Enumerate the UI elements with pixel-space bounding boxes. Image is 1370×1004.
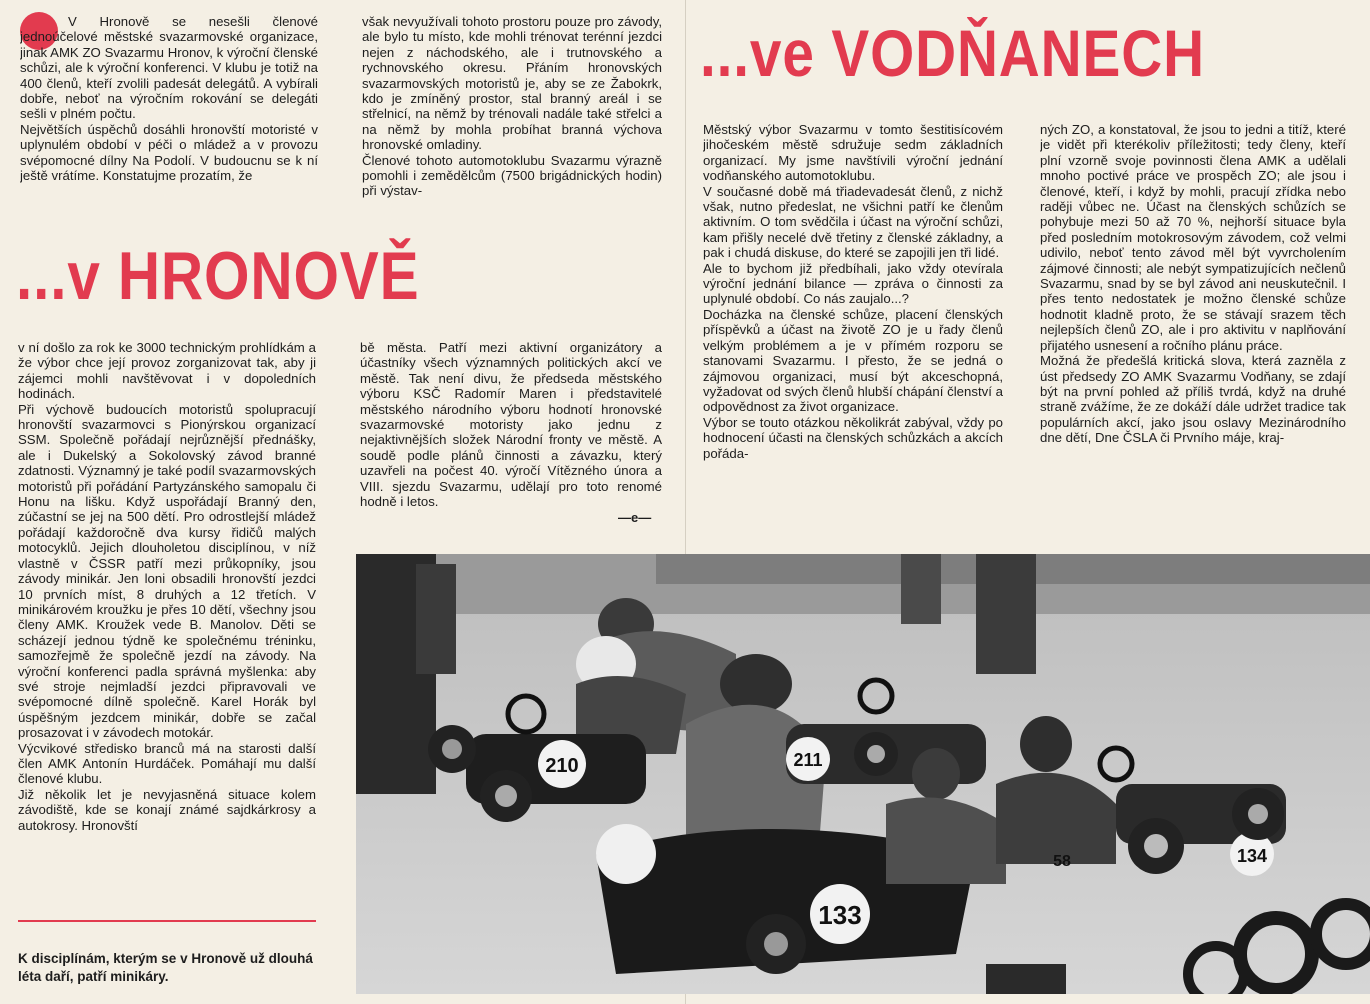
paragraph: v ní došlo za rok ke 3000 technickým prohlídkám a že výbor chce její provoz zorganizovat tak, aby ji zájemci mohli navštěvovat i v dopoledních hodinách. (18, 340, 316, 402)
signature: —e— (618, 510, 652, 525)
paragraph: Největších úspěchů dosáhli hronovští motoristé v uplynulém období v péči o mládež a v provozu svépomocné dílny Na Podolí. V budoucnu se k ní ještě vrátíme. Konstatujme prozatím, že (20, 121, 318, 184)
paragraph: Výcvikové středisko branců má na starosti další člen AMK Antonín Hurdáček. Pomáhají mu další členové klubu. (18, 740, 316, 787)
minikart-photo (356, 554, 1370, 994)
headline-hronov: ...v HRONOVĚ (16, 238, 420, 314)
hronov-column-2-bottom (360, 340, 662, 540)
kart-number-210: 210 (545, 755, 579, 777)
paragraph: ných ZO, a konstatoval, že jsou to jedni a titíž, které je vidět při kterékoliv příležitosti; tedy členy, kteří plní vzorně svoje povinnosti člena AMK a udělali mnoho poctivé práce ve prospěch ZO; ale jsou i členové, kteří, i když by mohli, pracují zřídka nebo raději vůbec ne. Účast na členských schůzích se pohybuje mezi 50 až 70 %, nejhorší situace byla před posledním motokrosovým závodem, což velmi udivilo, neboť tento závod měl být vyvrcholením zájmové činnosti; ale nebýt sympatizujících nečlenů Svazarmu, snad by se byl závod ani neuskutečnil. I přes tento nedostatek je možno členské schůze hodnotit kladně proto, že se stávají srazem těch nejlepších členů ZO, ale i pro aktivitu v naplňování přijatého usnesení a ročního plánu práce. (1040, 122, 1346, 353)
paragraph: Docházka na členské schůze, placení členských příspěvků a účast na životě ZO je u řady členů velkým problémem a je v přímém rozporu se stanovami Svazarmu. I přesto, že se jedná o zájmovou organizaci, musí být akceschopná, vyžadovat od svých členů hlubší chápání členství a odpovědnost za život organizace. (703, 306, 1003, 415)
paragraph: Členové tohoto automotoklubu Svazarmu výrazně pomohli i zemědělcům (7500 brigádnických hodin) při výstav- (362, 152, 662, 199)
kart-number-211: 211 (793, 750, 823, 770)
caption-rule (18, 920, 316, 922)
paragraph: Při výchově budoucích motoristů spolupracují hronovští svazarmovci s Pionýrskou organizací SSM. Společně pořádají nejrůznější přednášky, ale i Dukelský a Sokolovský závod branné zdatnosti. Významný je také podíl svazarmovských motoristů při pořádání Partyzánského samopalu či Honu na lišku. Když uspořádají Branný den, zúčastní se jej na 500 dětí. Pro odrostlejší mládež pořádají každoročně dva kursy řidičů malých motocyklů. Jejich dlouholetou disciplínou, v níž vlastně v ČSSR patří mezi průkopníky, jsou závody minikár. Jen loni obsadili hronovští jezdci 10 prvních míst, 8 druhých a 12 třetích. V minikárovém kroužku je přes 10 dětí, všechny jsou členy AMK. Kroužek vede B. Manolov. Děti se scházejí jednou týdně ke společnému tréninku, samozřejmě že společně jezdí na závody. Na výroční konferenci padla správná myšlenka: aby své stroje nejmladší jezdci připravovali ve svépomocné dílně společně. Karel Horák byl úspěšným jezdcem minikár, dobře se začal prosazovat i v závodech motokár. (18, 401, 316, 741)
kart-number-58: 58 (1053, 853, 1071, 870)
hronov-column-2-top (362, 14, 662, 224)
photo-caption: K disciplínám, kterým se v Hronově už dlouhá léta daří, patří minikáry. (18, 951, 313, 984)
paragraph: Již několik let je nevyjasněná situace kolem závodiště, kde se konají známé sajdkárkrosy a autokrosy. Hronovští (18, 786, 316, 833)
hronov-column-1-bottom (18, 340, 316, 912)
hronov-column-1-top (20, 14, 318, 224)
paragraph: V současné době má třiadevadesát členů, z nichž však, nutno předeslat, ne všichni patří ke členům aktivním. O tom svědčila i účast na výroční schůzi, kam přišly necelé dvě třetiny z členské základny, a pak i chudá diskuse, do které se zapojili jen tři lidé. (703, 183, 1003, 261)
paragraph: Výbor se touto otázkou několikrát zabýval, vždy po hodnocení účasti na členských schůzkách a akcích pořáda- (703, 414, 1003, 461)
paragraph: V Hronově se nesešli členové jednoúčelové městské svazarmovské organizace, jinak AMK ZO Svazarmu Hronov, k výroční členské schůzi, ale k výroční konferenci. V klubu je totiž na 400 členů, kteří zvolili padesát delegátů. A vybírali dobře, neboť na výročním rokování se delegáti sešli v plném počtu. (20, 14, 318, 122)
paragraph: však nevyužívali tohoto prostoru pouze pro závody, ale bylo tu místo, kde mohli trénovat terénní jezdci nejen z náchodského, ale i trutnovského a rychnovského okresu. Přáním hronovských svazarmovských motoristů je, aby se ze Žabokrk, kdo je zmíněný prostor, stal branný areál i se střelnicí, na němž by trénovali nadále také střelci a na němž by mohla probíhat branná výchova hronovské omladiny. (362, 14, 662, 153)
headline-vodnany: ...ve VODŇANECH (700, 16, 1205, 90)
paragraph: Možná že předešlá kritická slova, která zazněla z úst předsedy ZO AMK Svazarmu Vodňany, se zdají být na první pohled až příliš tvrdá, když na druhé straně zvážíme, že ze dokáží dále udržet tradice tak populárních akcí, jako jsou oslavy Mezinárodního dne dětí, Dne ČSLA či Prvního máje, kraj- (1040, 353, 1346, 446)
kart-number-134: 134 (1236, 846, 1268, 866)
vodnany-column-2 (1040, 122, 1346, 562)
kart-number-133: 133 (818, 900, 862, 930)
vodnany-column-1 (703, 122, 1003, 542)
paragraph: Ale to bychom již předbíhali, jako vždy otevírala výroční jednání bilance — zpráva o činnosti za uplynulé období. Co nás zaujalo...? (703, 260, 1003, 307)
paragraph: Městský výbor Svazarmu v tomto šestitisícovém jihočeském městě sdružuje sedm základních organizací. My jsme navštívili výroční jednání vodňanského automotoklubu. (703, 122, 1003, 184)
paragraph: bě města. Patří mezi aktivní organizátory a účastníky všech významných politických akcí ve městě. Tak není divu, že předseda městského výboru KSČ Radomír Maren i představitelé městského národního výboru hodnotí hronovské svazarmovské motoristy jako jednu z nejaktivnějších složek Národní fronty ve městě. A soudě podle plánů činnosti a závazku, který uzavřeli na počest 40. výročí Vítězného února a VIII. sjezdu Svazarmu, udělají pro toto renomé hodně i letos. (360, 340, 662, 510)
